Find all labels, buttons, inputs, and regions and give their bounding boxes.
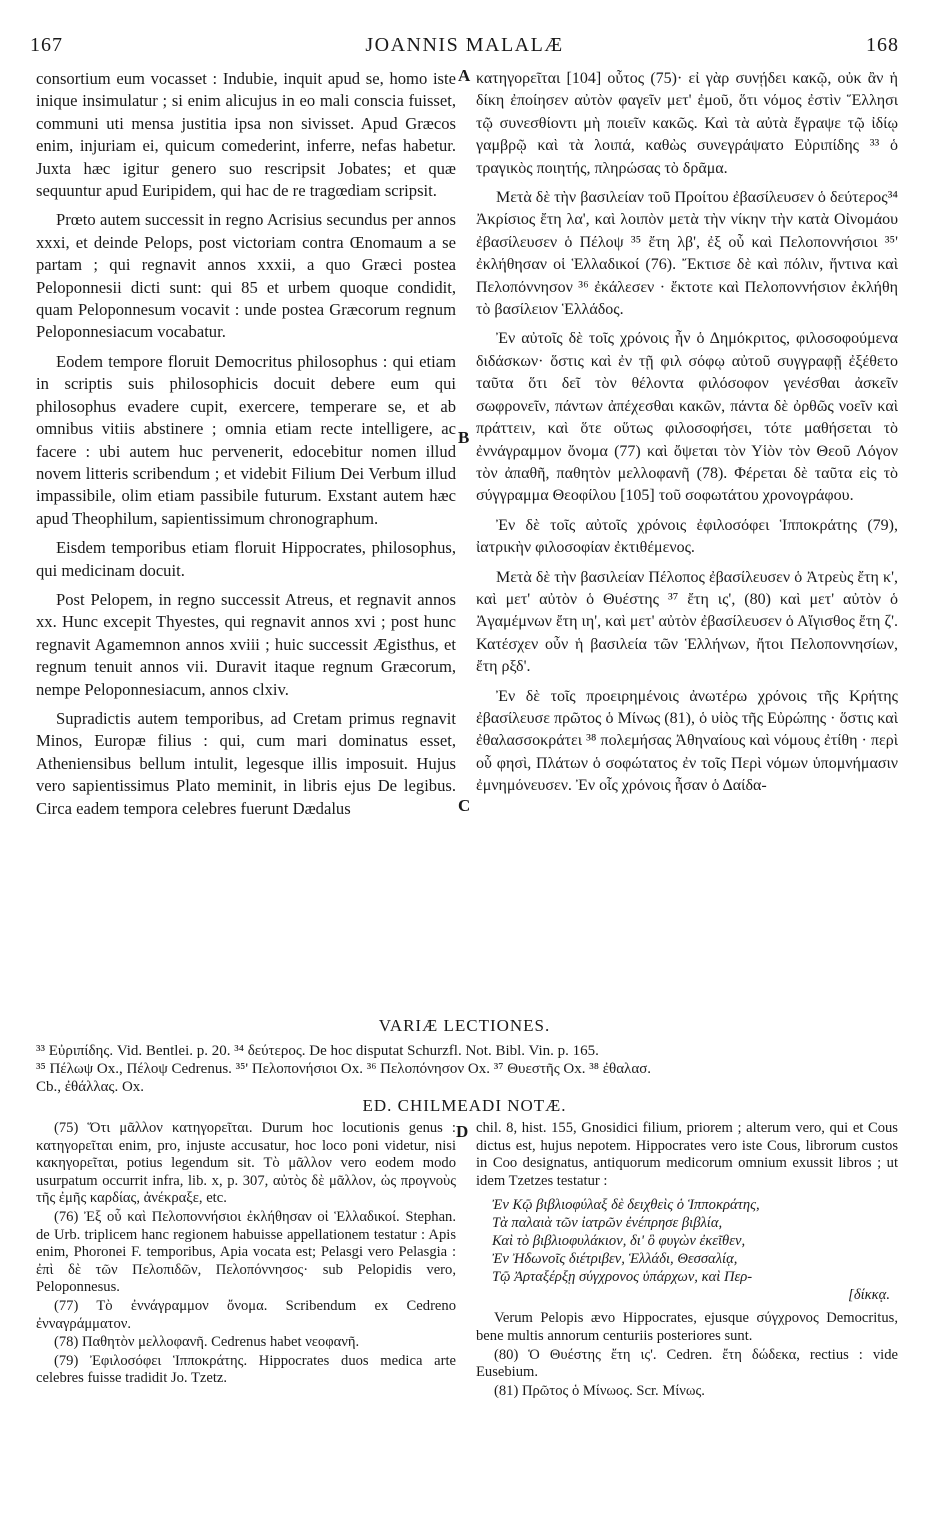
running-title: JOANNIS MALALÆ <box>365 34 564 56</box>
notes-right-column <box>476 1120 898 1401</box>
verse-line: Τῷ Ἀρταξέρξῃ σύγχρονος ὑπάρχων, καὶ Περ- <box>492 1269 753 1286</box>
latin-paragraph: Eodem tempore floruit Democritus philosophus : qui etiam in scriptis suis philosophicis docuit debere eum qui philosophus evadere cupit, exercere, temperare se, et ab omnibus vitiis abstinere ; omnia etiam recte intelligere, ac facere : ubi autem huc pervenerit, edocebitur nomen illud novem litteris scribendum ; et videbit Filium Dei Verbum illud impassibile, olim etiam passibile futurum. Exstant autem hæc apud Theophilum, sapientissimum chronographum. <box>36 351 456 528</box>
section-marker-d: D <box>456 1122 469 1141</box>
greek-paragraph: Ἐν δὲ τοῖς αὐτοῖς χρόνοις ἐφιλοσόφει Ἱπποκράτης (79), ἰατρικὴν φιλοσοφίαν ἐκτιθέμενος. <box>476 516 898 557</box>
greek-paragraph: κατηγορεῖται [104] οὗτος (75)· εἰ γὰρ συνῄδει κακῷ, οὐκ ἂν ἡ δίκη ἐποίησεν αὐτὸν φαγεῖν μετ' ἐμοῦ, ὅτι νόμος ἐστὶν Ἕλλησι τῷ συνεσθίοντι μὴ ποιεῖν κακῶς. Καὶ τὰ αὐτὰ ἔγραψε τῷ ἰδίῳ γαμβρῷ καὶ τὰ λοιπά, καθὼς συνεγράψατο Εὐριπίδης ³³ ὁ τραγικὸς ποιητής, πληρώσας τὸ δρᾶμα. <box>476 70 898 177</box>
latin-paragraph: consortium eum vocasset : Indubie, inquit apud se, homo iste inique insimulatur ; si enim alicujus in eo mali conscia fuisset, communi uti mensa justitia ipsa non sivisset. Apud Græcos enim, injuriam ei, quicum comederint, inferre, nefas habetur. Juxta hæc igitur genero suo rescripsit Jobates; et quæ sequuntur apud Euripidem, qui hac de re tragœdiam scripsit. <box>36 69 456 201</box>
footnote: (75) Ὅτι μᾶλλον κατηγορεῖται. Durum hoc locutionis genus : κατηγορεῖται enim, pro, injuste accusatur, hoc loco poni videtur, nisi κακηγορεῖται, potius legendum sit. Τὸ μᾶλλον vero eodem modo usurpatum occurrit infra, lib. x, p. 307, αὐτὸς δὲ μᾶλλον, ὡς προγνοὺς τῆς ἐμῆς καρδίας, ἀνέκραξε, etc. <box>36 1120 456 1207</box>
page-header <box>30 34 899 60</box>
section-marker-b: B <box>458 428 470 447</box>
latin-paragraph: Prœto autem successit in regno Acrisius secundus per annos xxxi, et deinde Pelops, post victoriam contra Œnomaum a se partam ; qui regnavit annos xxxii, a quo Græci postea Peloponnesii dicti sunt: qui 85 et urbem quoque condidit, quam Peloponnesum vocavit : unde postea Græcorum regnum Peloponnesiacum vocabatur. <box>36 210 456 342</box>
footnote: (81) Πρῶτος ὁ Μίνωος. Scr. Μίνως. <box>494 1382 705 1399</box>
page-number-right: 168 <box>866 34 899 56</box>
verse-line: Ἐν Κῷ βιβλιοφύλαξ δὲ δειχθεὶς ὁ Ἱπποκράτης, <box>492 1197 760 1214</box>
greek-column <box>476 68 898 805</box>
section-marker-c: C <box>458 796 471 815</box>
page-number-left: 167 <box>30 34 63 56</box>
tzetzes-verses <box>492 1196 898 1304</box>
greek-paragraph: Μετὰ δὲ τὴν βασιλείαν τοῦ Προίτου ἐβασίλευσεν ὁ δεύτερος³⁴ Ἀκρίσιος ἔτη λα', καὶ λοιπὸν μετὰ τὴν νίκην τὴν κατὰ Οἰνομάου ἐβασίλευσεν ὁ Πέλοψ ³⁵ ἔτη λβ', ἐξ οὗ καὶ Πελοποννήσιοι ³⁵' ἐκλήθησαν οἱ Ἑλλαδικοί (76). Ἔκτισε δὲ καὶ πόλιν, ἥντινα καὶ Πελοπόννησον ³⁶ ἐκάλεσεν · ἔκτοτε καὶ Πελοποννήσιον ἐκλήθη τὸ βασίλειον Ἑλλάδος. <box>476 189 898 319</box>
latin-paragraph: Post Pelopem, in regno successit Atreus, et regnavit annos xx. Hunc excepit Thyestes, qui regnavit annos xvi ; post hunc regnavit Agamemnon annos xviii ; huic successit Ægisthus, et regnum tenuit annos vii. Duravit itaque regnum Græcorum, nempe Peloponnesiacum, annos clxiv. <box>36 589 456 699</box>
notes-left-column <box>36 1120 456 1389</box>
footnote: (80) Ὁ Θυέστης ἔτη ις'. Cedren. ἔτη δώδεκα, rectius : vide Eusebium. <box>476 1346 898 1381</box>
variant-line: ³⁵ Πέλωψ Ox., Πέλοψ Cedrenus. ³⁵' Πελοπονήσιοι Ox. ³⁶ Πελοπόνησον Ox. ³⁷ Θυεστῆς Ox. ³⁸ ἐθαλασ. <box>36 1061 652 1077</box>
verse-line: Καὶ τὸ βιβλιοφυλάκιον, δι' ὃ φυγὼν ἐκεῖθεν, <box>492 1233 746 1250</box>
latin-paragraph: Eisdem temporibus etiam floruit Hippocrates, philosophus, qui medicinam docuit. <box>36 538 456 580</box>
greek-paragraph: Ἐν δὲ τοῖς προειρημένοις ἀνωτέρω χρόνοις τῆς Κρήτης ἐβασίλευσε πρῶτος ὁ Μίνως (81), ὁ υἱὸς τῆς Εὐρώπης · ὅστις καὶ ἐθαλασσοκράτει ³⁸ πολεμήσας Ἀθηναίους καὶ νόμους ἐτίθη · περὶ οὗ φησὶ, Πλάτων ὁ σοφώτατος ἐν τοῖς Περὶ νόμων ὑπομνήμασιν ἐμνημόνευσεν. Ἐν οἷς χρόνοις ἦσαν ὁ Δαίδα- <box>476 687 898 795</box>
verse-line: Ἐν Ἠδωνοῖς διέτριβεν, Ἑλλάδι, Θεσσαλίᾳ, <box>492 1251 738 1268</box>
variant-readings <box>36 1042 899 1096</box>
greek-paragraph: Μετὰ δὲ τὴν βασιλείαν Πέλοπος ἐβασίλευσεν ὁ Ἀτρεὺς ἔτη κ', καὶ μετ' αὐτὸν ὁ Θυέστης ³⁷ ἔτη ις', (80) καὶ μετ' αὐτὸν ὁ Ἀγαμέμνων ἔτη ιη', καὶ μετ' αὐτὸν ἐβασίλευσεν ὁ Αἴγισθος ἔτη ζ'. Κατέσχεν οὖν ἡ βασιλεία τῶν Ἑλλήνων, ἤτοι Πελοποννησίων, ἔτη ρξδ'. <box>476 568 898 676</box>
footnote: (79) Ἐφιλοσόφει Ἱπποκράτης. Hippocrates duos medica arte celebres fuisse tradidit Jo. Tzetz. <box>36 1352 456 1387</box>
section-marker-a: A <box>458 66 471 85</box>
footnote: (76) Ἐξ οὗ καὶ Πελοποννήσιοι ἐκλήθησαν οἱ Ἑλλαδικοί. Stephan. de Urb. triplicem hanc regionem habuisse appellationem testatur : Apis enim, Phoronei F. temporibus, Apia vocata est; Pelasgi vero Pelasgia : ἐπὶ δὲ τῶν Πελοπιδῶν, Πελοπόννησος· sub Pelopidis vero, Peloponnesus. <box>36 1208 456 1296</box>
latin-column <box>36 68 456 827</box>
variant-line: Cb., ἐθάλλας. Ox. <box>36 1079 145 1095</box>
footnote: (78) Παθητὸν μελλοφανῆ. Cedrenus habet νεοφανῆ. <box>54 1334 360 1351</box>
variant-line: ³³ Εὐριπίδης. Vid. Bentlei. p. 20. ³⁴ δεύτερος. De hoc disputat Schurzfl. Not. Bibl. Vin. p. 165. <box>36 1043 599 1059</box>
latin-paragraph: Supradictis autem temporibus, ad Cretam primus regnavit Minos, Europæ filius : qui, cum mari dominatus esset, Atheniensibus bellum intulit, legesque illis imposuit. Hujus vero sapientissimus Plato meminit, in libris ejus De legibus. Circa eadem tempora celebres fuerunt Dædalus <box>36 708 456 818</box>
varia-title: VARIÆ LECTIONES. <box>378 1016 551 1035</box>
verse-line: Τὰ παλαιὰ τῶν ἰατρῶν ἐνέπρησε βιβλία, <box>492 1215 723 1232</box>
footnote-continuation: chil. 8, hist. 155, Gnosidici filium, priorem ; alterum vero, qui et Cous dictus est, hujus nepotem. Hippocrates vero iste Cous, librorum custos in Coo designatus, antiquorum medicorum omnium exussit libros ; ut idem Tzetzes testatur : <box>476 1120 898 1189</box>
greek-paragraph: Ἐν αὐτοῖς δὲ τοῖς χρόνοις ἦν ὁ Δημόκριτος, φιλοσοφούμενα διδάσκων· ὅστις καὶ ἐν τῇ φιλ σόφῳ αὐτοῦ συγγραφῇ ἐξέθετο ταῦτα ὅτι δεῖ τὸν θέλοντα φιλόσοφον γενέσθαι ἀσκεῖν σωφρονεῖν, πάντων ἀπέχεσθαι κακῶν, πάντα δὲ ὀρθῶς νοεῖν καὶ πράττειν, καὶ ὅτε οὕτως φιλοσοφήσει, τότε μαθήσεται τὸ ἐννάγραμμον ὄνομα (77) καὶ ὄψεται τὸν Υἱὸν τὸν Θεοῦ Λόγον τὸν ἀπαθῆ, παθητὸν μελλοφανῆ (78). Φέρεται δὲ ταῦτα εἰς τὸ σύγγραμμα Θεοφίλου [105] τοῦ σοφωτάτου χρονογράφου. <box>476 330 898 505</box>
footnote: (77) Τὸ ἐννάγραμμον ὄνομα. Scribendum ex Cedreno ἐνναγράμματον. <box>36 1297 456 1332</box>
footnote: Verum Pelopis ævo Hippocrates, ejusque σύγχρονος Democritus, bene multis annorum centuriis posteriores sunt. <box>476 1310 898 1344</box>
verse-line: [δίκκᾳ. <box>848 1287 890 1304</box>
notes-title: ED. CHILMEADI NOTÆ. <box>362 1096 567 1115</box>
